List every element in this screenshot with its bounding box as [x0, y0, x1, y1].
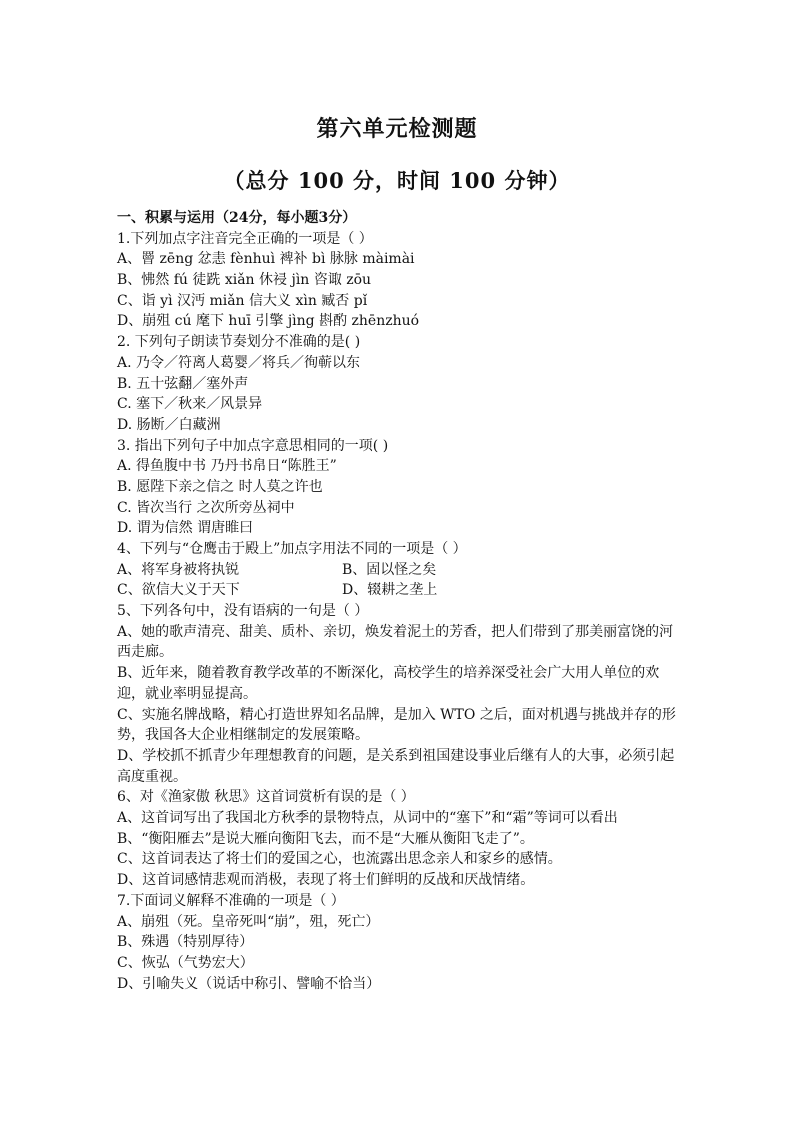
question-stem: 2. 下列句子朗读节奏划分不准确的是( ) [117, 334, 361, 351]
option-c: C. 皆次当行 之次所旁丛祠中 [117, 499, 295, 516]
option-d: D. 肠断／白藏洲 [117, 416, 221, 433]
question-stem: 6、对《渔家傲 秋思》这首词赏析有误的是（ ） [117, 789, 415, 806]
options-row [117, 580, 679, 601]
option-d: D、辍耕之垄上 [342, 582, 438, 599]
exam-body [117, 208, 679, 994]
option-a: A. 乃令／符离人葛婴／将兵／徇蕲以东 [117, 354, 361, 371]
option-a: A. 得鱼腹中书 乃丹书帛日“陈胜王” [117, 458, 337, 475]
option-d: D、学校抓不抓青少年理想教育的问题，是关系到祖国建设事业后继有人的大事，必须引起高度重视。 [117, 747, 675, 785]
option-b: B、怫然 fú 徒跣 xiǎn 休祲 jìn 咨诹 zōu [117, 272, 372, 289]
option-c: C. 塞下／秋来／风景异 [117, 396, 263, 413]
option-a: A、她的歌声清亮、甜美、质朴、亲切，焕发着泥土的芳香，把人们带到了那美丽富饶的河西走廊。 [117, 623, 674, 661]
option-b: B、固以怪之矣 [342, 561, 437, 578]
question-5 [117, 601, 679, 787]
question-stem: 1.下列加点字注音完全正确的一项是（ ） [117, 230, 373, 247]
option-d: D. 谓为信然 谓唐睢曰 [117, 520, 254, 537]
option-a: A、将军身被将执锐 [117, 561, 240, 578]
option-a: A、这首词写出了我国北方秋季的景物特点，从词中的“塞下”和“霜”等词可以看出 [117, 810, 618, 827]
option-b: B. 愿陛下亲之信之 时人莫之许也 [117, 478, 323, 495]
option-d: D、引喻失义（说话中称引、譬喻不恰当） [117, 975, 381, 992]
option-c: C、欲信大义于天下 [117, 582, 240, 599]
option-c: C、实施名牌战略，精心打造世界知名品牌，是加入 WTO 之后，面对机遇与挑战并存的形势，我国各大企业相继制定的发展策略。 [117, 706, 676, 744]
option-d: D、崩殂 cú 麾下 huī 引擎 jìng 斟酌 zhēnzhuó [117, 313, 420, 330]
question-stem: 7.下面词义解释不准确的一项是（ ） [117, 892, 345, 909]
question-stem: 3. 指出下列句子中加点字意思相同的一项( ) [117, 437, 389, 454]
question-4 [117, 539, 679, 601]
option-c: C、这首词表达了将士们的爱国之心，也流露出思念亲人和家乡的感情。 [117, 851, 562, 868]
option-b: B. 五十弦翻／塞外声 [117, 375, 249, 392]
option-b: B、殊遇（特别厚待） [117, 934, 254, 951]
option-d: D、这首词感情悲观而消极，表现了将士们鲜明的反战和厌战情绪。 [117, 872, 535, 889]
page-title: 第六单元检测题 [316, 116, 478, 142]
question-2 [117, 332, 679, 435]
options-row [117, 560, 679, 581]
question-3 [117, 436, 679, 539]
option-a: A、罾 zēng 忿恚 fènhuì 裨补 bì 脉脉 màimài [117, 251, 415, 268]
question-stem: 5、下列各句中，没有语病的一句是（ ） [117, 603, 369, 620]
question-6 [117, 787, 679, 890]
section-heading: 一、积累与运用（24分，每小题3分） [117, 210, 357, 226]
option-b: B、“衡阳雁去”是说大雁向衡阳飞去，而不是“大雁从衡阳飞走了”。 [117, 830, 534, 847]
option-c: C、恢弘（气势宏大） [117, 954, 254, 971]
option-b: B、近年来，随着教育教学改革的不断深化，高校学生的培养深受社会广大用人单位的欢迎，就业率明显提高。 [117, 665, 660, 702]
question-stem: 4、下列与“仓鹰击于殿上”加点字用法不同的一项是（ ） [117, 541, 467, 557]
option-a: A、崩殂（死。皇帝死叫“崩”，殂，死亡） [117, 913, 380, 930]
page-subtitle: （总分 100 分，时间 100 分钟） [223, 168, 571, 193]
option-c: C、诣 yì 汉沔 miǎn 信大义 xìn 臧否 pǐ [117, 292, 368, 309]
question-1 [117, 229, 679, 332]
question-7 [117, 891, 679, 994]
